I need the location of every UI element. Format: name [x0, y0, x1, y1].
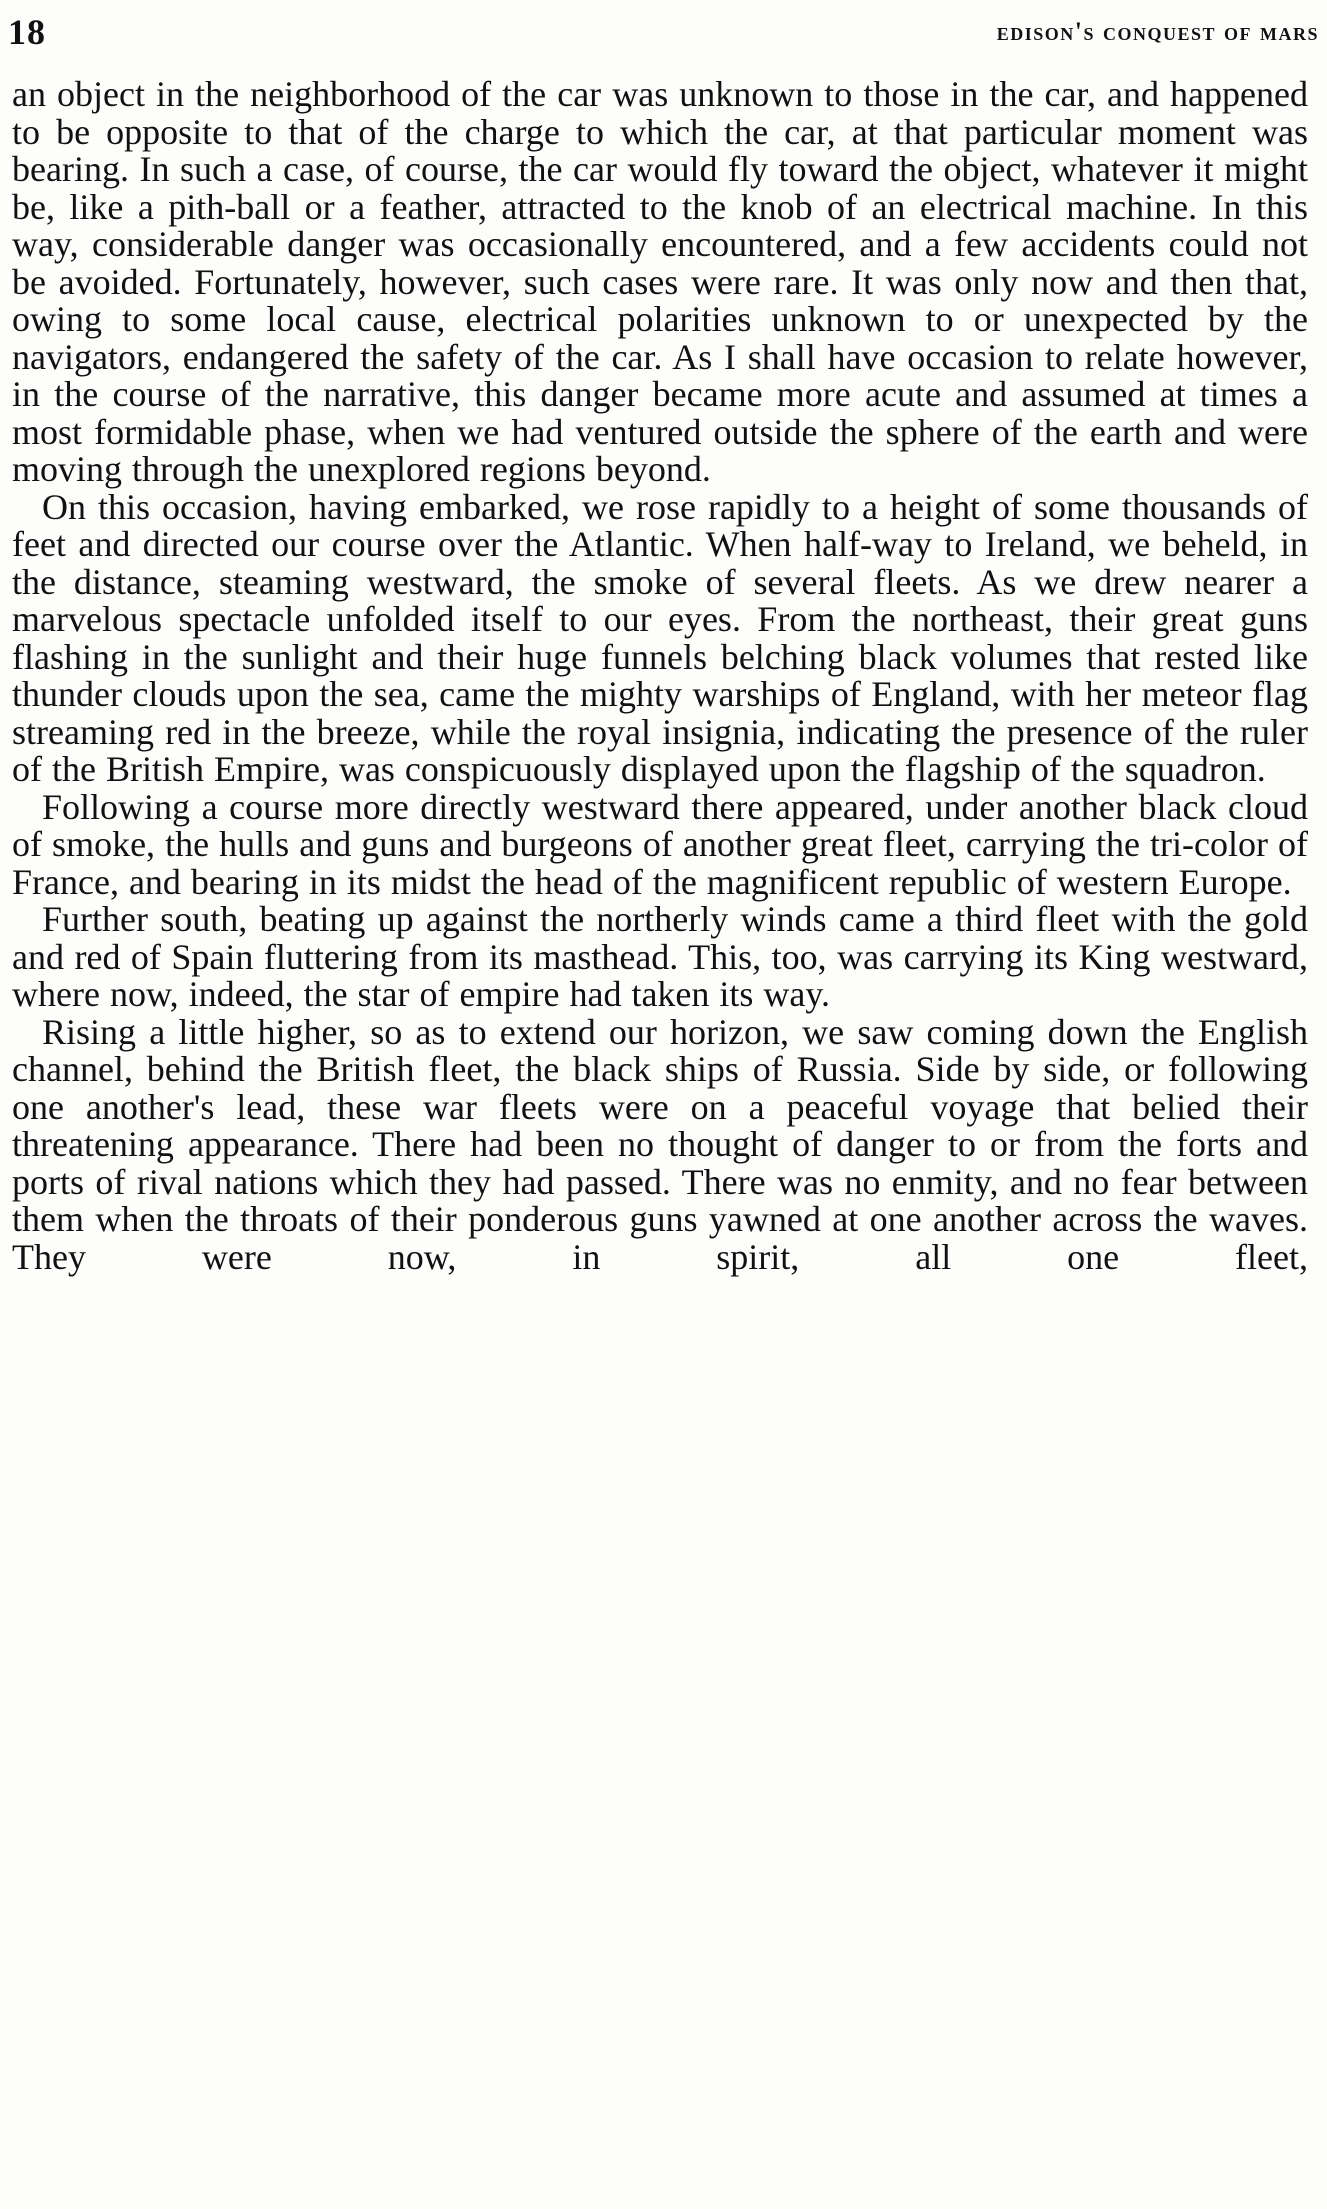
paragraph-russia-fleet: Rising a little higher, so as to extend our horizon, we saw coming down the English channel, behind the British fleet, the black ships of Russia. Side by side, or following one another's lead, these war fleets were on a peaceful voyage that belied their threatening appearance. There had been no thought of danger to or from the forts and ports of rival nations which they had passed. There was no enmity, and no fear between them when the throats of their ponderous guns yawned at one another across the waves. They were now, in spirit, all one fleet, [12, 1011, 1308, 1277]
paragraph-france-fleet: Following a course more directly westward there appeared, under another black cloud of smoke, the hulls and guns and burgeons of another great fleet, carrying the tri-color of France, and bearing in its midst the head of the magnificent republic of western Europe. [12, 786, 1308, 902]
paragraph-spain-fleet: Further south, beating up against the northerly winds came a third fleet with the gold and red of Spain fluttering from its masthead. This, too, was carrying its King westward, where now, indeed, the star of empire had taken its way. [12, 899, 1308, 1014]
paragraph-continued: an object in the neighborhood of the car was unknown to those in the car, and happened to be opposite to that of the charge to which the car, at that particular moment was bearing. In such a case, of course, the car would fly toward the object, whatever it might be, like a pith-ball or a feather, attracted to the knob of an electrical machine. In this way, considerable danger was occasionally encountered, and a few accidents could not be avoided. Fortunately, however, such cases were rare. It was only now and then that, owing to some local cause, electrical polarities unknown to or unexpected by the navigators, endangered the safety of the car. As I shall have occasion to relate however, in the course of the narrative, this danger became more acute and assumed at times a most formidable phase, when we had ventured outside the sphere of the earth and were moving through the unexplored regions beyond. [12, 74, 1308, 489]
body-text [12, 76, 1308, 1276]
paragraph-fleets-atlantic: On this occasion, having embarked, we rose rapidly to a height of some thousands of feet and directed our course over the Atlantic. When half-way to Ireland, we beheld, in the distance, steaming westward, the smoke of several fleets. As we drew nearer a marvelous spectacle unfolded itself to our eyes. From the northeast, their great guns flashing in the sunlight and their huge funnels belching black volumes that rested like thunder clouds upon the sea, came the mighty warships of England, with her meteor flag streaming red in the breeze, while the royal insignia, indicating the presence of the ruler of the British Empire, was conspicuously displayed upon the flagship of the squadron. [12, 486, 1308, 789]
running-head [8, 4, 1319, 60]
running-title: edison's conquest of mars [996, 17, 1319, 46]
page-number: 18 [8, 12, 46, 52]
